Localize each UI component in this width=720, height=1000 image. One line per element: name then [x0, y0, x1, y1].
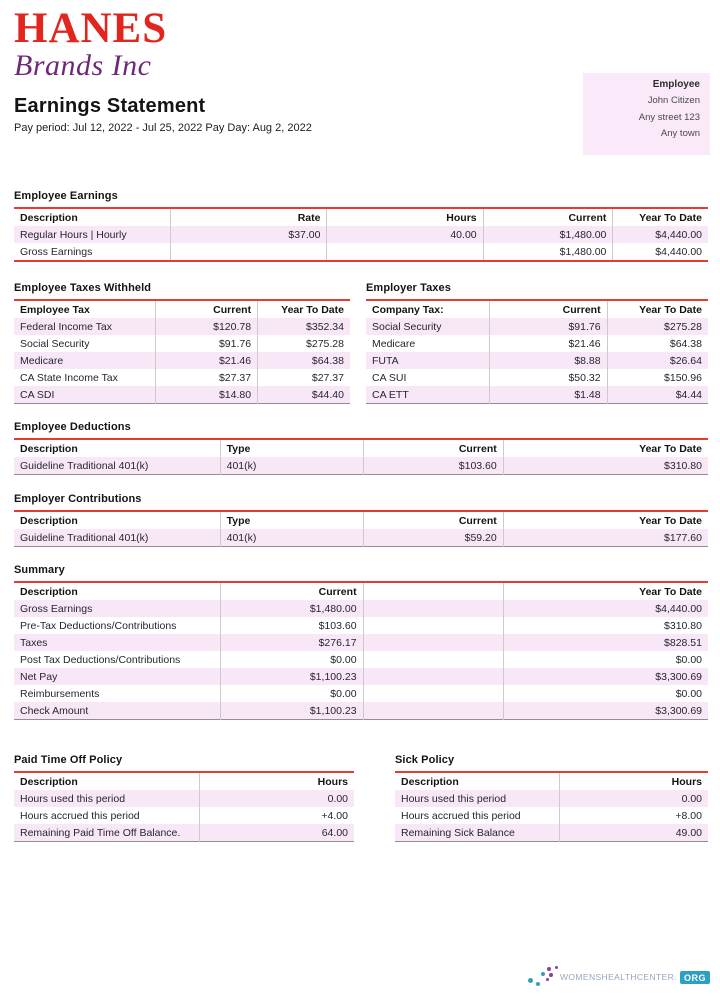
column-header: Current — [220, 582, 363, 600]
table-cell: Remaining Paid Time Off Balance. — [14, 824, 200, 842]
table-cell: +8.00 — [675, 809, 702, 822]
table-cell: Taxes — [14, 634, 220, 651]
table-cell: $0.00 — [220, 651, 363, 668]
table-cell: $14.80 — [155, 386, 257, 404]
employee-town: Any town — [660, 128, 700, 139]
table-cell: $64.38 — [258, 352, 350, 369]
pay-period-text: Pay period: Jul 12, 2022 - Jul 25, 2022 Pay Day: Aug 2, 2022 — [14, 122, 312, 134]
table-cell: $275.28 — [607, 318, 708, 335]
table-row — [14, 352, 350, 369]
table-cell: Social Security — [14, 335, 155, 352]
womenshealthcenter-text: WOMENSHEALTHCENTER. — [559, 972, 677, 982]
table-cell: $21.46 — [489, 335, 607, 352]
table-row — [14, 685, 708, 702]
table-cell: $26.64 — [607, 352, 708, 369]
table-header-row — [14, 439, 708, 457]
section-title-employee-taxes: Employee Taxes Withheld — [14, 282, 152, 294]
column-header: Hours — [327, 208, 483, 226]
table-cell: Medicare — [14, 352, 155, 369]
table-cell: $21.46 — [155, 352, 257, 369]
employee-info-box — [583, 73, 710, 155]
section-title-pto-policy: Paid Time Off Policy — [14, 754, 123, 766]
column-header: Hours — [317, 775, 348, 788]
section-title-employee-earnings: Employee Earnings — [14, 190, 118, 202]
table-cell: Hours accrued this period — [14, 807, 200, 824]
section-employee-taxes — [14, 282, 350, 404]
table-row — [395, 824, 708, 842]
table-cell: $1,480.00 — [483, 243, 613, 261]
column-header: Description — [14, 772, 200, 790]
table-cell: $103.60 — [220, 617, 363, 634]
column-header: Year To Date — [639, 442, 702, 455]
logo-brandsinc-text: Brands Inc — [14, 49, 152, 82]
table-cell: FUTA — [366, 352, 489, 369]
table-cell: Guideline Traditional 401(k) — [14, 529, 220, 547]
table-row — [395, 790, 708, 807]
employee-label: Employee — [652, 79, 700, 90]
table-cell: 40.00 — [327, 226, 483, 243]
section-employer-taxes — [366, 282, 708, 404]
column-header: Year To Date — [639, 211, 702, 224]
table-cell: 0.00 — [560, 790, 708, 807]
column-header: Current — [363, 511, 503, 529]
table-cell: $0.00 — [675, 687, 702, 700]
section-summary — [14, 564, 708, 720]
table-cell: Net Pay — [14, 668, 220, 685]
column-header: Description — [14, 208, 170, 226]
column-header: Type — [220, 439, 363, 457]
column-header: Employee Tax — [14, 300, 155, 318]
section-pto-policy — [14, 754, 354, 842]
table-cell: $37.00 — [170, 226, 327, 243]
table-row — [366, 386, 708, 404]
table-cell: 49.00 — [560, 824, 708, 842]
table-cell: Hours used this period — [14, 790, 200, 807]
column-header: Description — [395, 772, 560, 790]
table-cell: $3,300.69 — [503, 702, 708, 720]
column-header: Current — [489, 300, 607, 318]
table-row — [14, 386, 350, 404]
table-row — [14, 457, 708, 475]
table-row — [14, 600, 708, 617]
table-cell: Social Security — [366, 318, 489, 335]
column-header: Description — [14, 511, 220, 529]
table-cell: $4,440.00 — [503, 600, 708, 617]
table-cell: $50.32 — [489, 369, 607, 386]
table-cell: Hours accrued this period — [395, 807, 560, 824]
table-cell: 401(k) — [220, 529, 363, 547]
table-row — [14, 634, 708, 651]
table-cell — [363, 634, 503, 651]
table-row — [14, 243, 708, 261]
table-cell: $4,440.00 — [613, 226, 708, 243]
table-cell: Gross Earnings — [14, 243, 170, 261]
section-employer-contributions — [14, 493, 708, 547]
column-header: Rate — [170, 208, 327, 226]
table-header-row — [14, 300, 350, 318]
section-title-summary: Summary — [14, 564, 65, 576]
column-header: Company Tax: — [366, 300, 489, 318]
table-cell: Post Tax Deductions/Contributions — [14, 651, 220, 668]
column-header: Current — [155, 300, 257, 318]
column-header: Year To Date — [281, 303, 344, 316]
table-cell — [363, 617, 503, 634]
table-row — [14, 226, 708, 243]
table-cell: $27.37 — [155, 369, 257, 386]
hanesbrands-logo — [14, 6, 167, 80]
section-title-employer-taxes: Employer Taxes — [366, 282, 451, 294]
table-cell: Regular Hours | Hourly — [14, 226, 170, 243]
table-header-row — [395, 772, 708, 790]
column-header: Type — [220, 511, 363, 529]
table-cell: $1,100.23 — [220, 702, 363, 720]
table-cell: $4.44 — [607, 386, 708, 404]
pto-policy-table — [14, 771, 354, 842]
table-cell: $91.76 — [489, 318, 607, 335]
table-cell: Check Amount — [14, 702, 220, 720]
column-header: Current — [363, 439, 503, 457]
womenshealthcenter-watermark — [522, 963, 710, 991]
table-row — [14, 529, 708, 547]
table-cell: $1,480.00 — [220, 600, 363, 617]
table-cell: $275.28 — [306, 337, 344, 350]
table-cell: $3,300.69 — [503, 668, 708, 685]
table-row — [14, 651, 708, 668]
column-header: Year To Date — [639, 514, 702, 527]
table-cell — [363, 651, 503, 668]
table-row — [14, 807, 354, 824]
table-cell: $1,480.00 — [483, 226, 613, 243]
table-cell: $27.37 — [311, 371, 344, 384]
table-cell: 401(k) — [220, 457, 363, 475]
table-cell: $828.51 — [503, 634, 708, 651]
table-cell: Reimbursements — [14, 685, 220, 702]
table-header-row — [366, 300, 708, 318]
table-cell: CA ETT — [366, 386, 489, 404]
table-cell: $310.80 — [503, 457, 708, 475]
table-cell: CA State Income Tax — [14, 369, 155, 386]
womenshealthcenter-dots-icon — [522, 964, 560, 990]
table-cell: Pre-Tax Deductions/Contributions — [14, 617, 220, 634]
column-header: Description — [14, 582, 220, 600]
employee-deductions-table — [14, 438, 708, 475]
section-title-employer-contributions: Employer Contributions — [14, 493, 142, 505]
table-cell: 64.00 — [200, 824, 354, 842]
column-header: Hours — [671, 775, 702, 788]
table-cell: $8.88 — [489, 352, 607, 369]
table-cell: CA SDI — [14, 386, 155, 404]
table-cell — [363, 668, 503, 685]
employee-taxes-table — [14, 299, 350, 404]
table-row — [395, 807, 708, 824]
table-cell: Remaining Sick Balance — [395, 824, 560, 842]
table-cell: $120.78 — [155, 318, 257, 335]
table-header-row — [14, 511, 708, 529]
table-row — [14, 335, 350, 352]
table-row — [14, 318, 350, 335]
table-cell — [363, 600, 503, 617]
sick-policy-table — [395, 771, 708, 842]
table-row — [14, 824, 354, 842]
table-cell: Hours used this period — [395, 790, 560, 807]
table-cell: $276.17 — [220, 634, 363, 651]
table-row — [366, 335, 708, 352]
org-badge: ORG — [680, 971, 710, 984]
employee-earnings-table — [14, 207, 708, 262]
table-cell: $352.34 — [258, 318, 350, 335]
logo-hanes-text: HANES — [14, 5, 168, 52]
section-employee-earnings — [14, 190, 708, 262]
table-row — [366, 369, 708, 386]
section-sick-policy — [395, 754, 708, 842]
table-cell — [363, 685, 503, 702]
table-cell: $44.40 — [258, 386, 350, 404]
table-cell: CA SUI — [366, 369, 489, 386]
table-cell: $59.20 — [363, 529, 503, 547]
table-cell: $177.60 — [503, 529, 708, 547]
table-cell: $4,440.00 — [655, 245, 702, 258]
table-cell: Gross Earnings — [14, 600, 220, 617]
table-row — [366, 318, 708, 335]
table-cell: $150.96 — [664, 371, 702, 384]
section-employee-deductions — [14, 421, 708, 475]
table-cell: +4.00 — [321, 809, 348, 822]
employee-name: John Citizen — [647, 95, 700, 106]
table-row — [14, 702, 708, 720]
summary-table — [14, 581, 708, 720]
table-cell: $310.80 — [664, 619, 702, 632]
employee-street: Any street 123 — [638, 111, 700, 123]
table-cell: $103.60 — [363, 457, 503, 475]
table-cell: $64.38 — [669, 337, 702, 350]
table-cell — [363, 702, 503, 720]
column-header: Year To Date — [639, 585, 702, 598]
table-row — [366, 352, 708, 369]
table-cell: $1.48 — [489, 386, 607, 404]
table-row — [14, 617, 708, 634]
page-title: Earnings Statement — [14, 95, 206, 117]
table-cell: $0.00 — [220, 685, 363, 702]
table-cell — [170, 243, 327, 261]
table-cell: $91.76 — [155, 335, 257, 352]
section-title-employee-deductions: Employee Deductions — [14, 421, 131, 433]
column-header — [363, 582, 503, 600]
column-header: Current — [483, 208, 613, 226]
column-header: Description — [14, 439, 220, 457]
table-row — [14, 790, 354, 807]
table-cell: 0.00 — [200, 790, 354, 807]
table-cell: $0.00 — [675, 653, 702, 666]
table-header-row — [14, 772, 354, 790]
employer-taxes-table — [366, 299, 708, 404]
table-row — [14, 369, 350, 386]
table-header-row — [14, 208, 708, 226]
table-cell: Federal Income Tax — [14, 318, 155, 335]
column-header: Year To Date — [639, 303, 702, 316]
table-header-row — [14, 582, 708, 600]
table-row — [14, 668, 708, 685]
table-cell: $1,100.23 — [220, 668, 363, 685]
table-cell: Medicare — [366, 335, 489, 352]
section-title-sick-policy: Sick Policy — [395, 754, 455, 766]
table-cell — [327, 243, 483, 261]
table-cell: Guideline Traditional 401(k) — [14, 457, 220, 475]
employer-contributions-table — [14, 510, 708, 547]
